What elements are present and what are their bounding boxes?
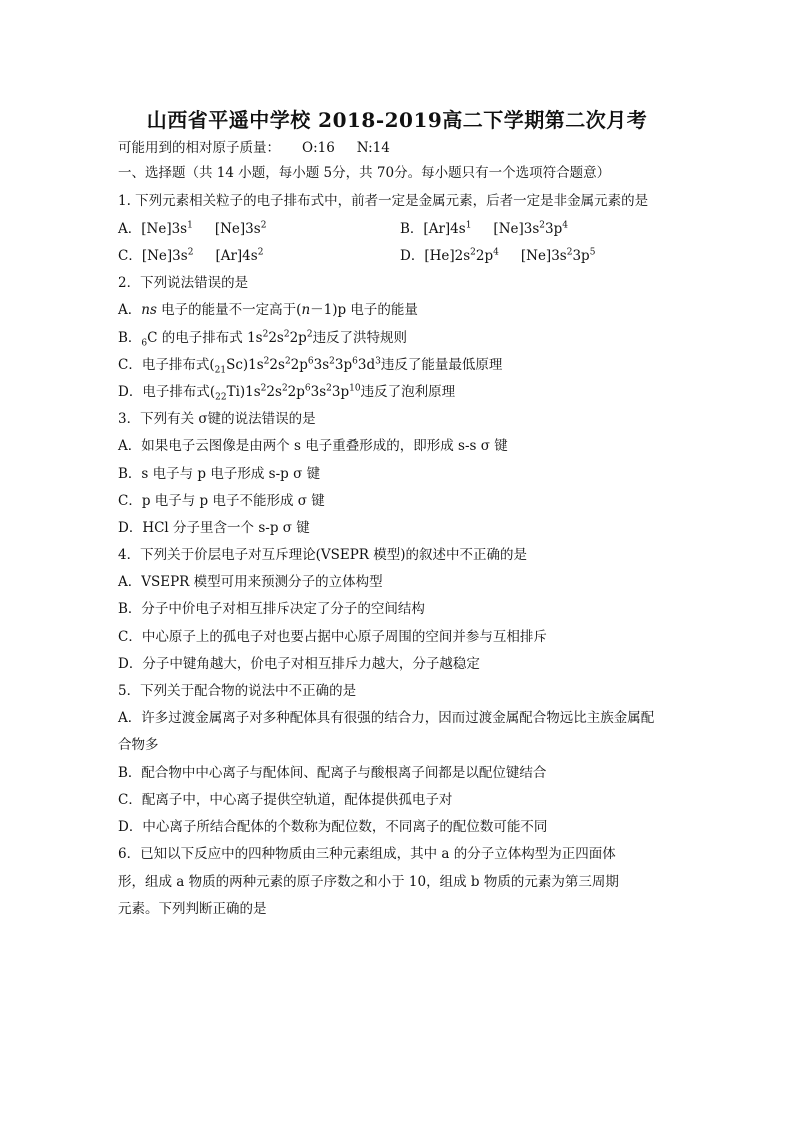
q4-option-b: B．分子中价电子对相互排斥决定了分子的空间结构 [118,601,425,617]
q3-option-c: C．p 电子与 p 电子不能形成 σ 键 [118,493,325,509]
q1-option-c: C．$[Ne]3s^2$ $[Ar]4s^2$ [118,247,264,264]
q4-option-a: A．VSEPR 模型可用来预测分子的立体构型 [118,574,383,590]
atomic-mass-line [118,139,390,157]
q6-stem-line3: 元素。下列判断正确的是 [118,901,267,917]
q6-stem-line2: 形，组成 a 物质的两种元素的原子序数之和小于 10，组成 b 物质的元素为第三周期 [118,874,619,890]
atomic-mass-label: 可能用到的相对原子质量： [118,140,280,156]
q3-option-a: A．如果电子云图像是由两个 s 电子重叠形成的，即形成 s-s σ 键 [118,438,508,454]
q1-option-b: B．$[Ar]4s^1$ $[Ne]3s^23p^4$ [400,220,568,237]
q5-option-a-line2: 合物多 [118,737,159,753]
q1-option-d: D．$[He]2s^22p^4$ $[Ne]3s^23p^5$ [400,247,596,264]
section-heading: 一、选择题（共 14 小题，每小题 5分，共 70分。每小题只有一个选项符合题意） [118,165,611,181]
q2-stem: 2．下列说法错误的是 [118,275,249,291]
q5-option-d: D．中心离子所结合配体的个数称为配位数，不同离子的配位数可能不同 [118,819,548,835]
q5-option-a-line1: A．许多过渡金属离子对多种配体具有很强的结合力，因而过渡金属配合物远比主族金属配 [118,710,655,726]
q3-stem: 3．下列有关 σ键的说法错误的是 [118,411,316,427]
q2-option-c: C．电子排布式$(_{21}Sc)1s^22s^22p^63s^23p^63d^3$违反了能量最低原理 [118,356,503,376]
q4-option-c: C．中心原子上的孤电子对也要占据中心原子周围的空间并参与互相排斥 [118,629,547,645]
q6-stem-line1: 6．已知以下反应中的四种物质由三种元素组成，其中 a 的分子立体构型为正四面体 [118,846,616,862]
q5-option-c: C．配离子中，中心离子提供空轨道，配体提供孤电子对 [118,792,453,808]
q5-stem: 5．下列关于配合物的说法中不正确的是 [118,683,357,699]
q2-option-a: A．ns 电子的能量不一定高于(n－1)p 电子的能量 [118,302,418,318]
atomic-mass-n: N:14 [356,140,390,156]
atomic-mass-o: O:16 [302,140,335,156]
q3-option-b: B．s 电子与 p 电子形成 s-p σ 键 [118,466,321,482]
page-title: 山西省平遥中学校 2018-2019高二下学期第二次月考 [146,108,648,132]
q1-option-a: A．$[Ne]3s^1$ $[Ne]3s^2$ [118,220,267,237]
q5-option-b: B．配合物中中心离子与配体间、配离子与酸根离子间都是以配位键结合 [118,765,547,781]
q2-option-d: D．电子排布式$(_{22}Ti)1s^22s^22p^63s^23p^{10}$违反了泡利原理 [118,383,456,403]
q3-option-d: D．HCl 分子里含一个 s-p σ 键 [118,520,310,536]
q4-stem: 4．下列关于价层电子对互斥理论(VSEPR 模型)的叙述中不正确的是 [118,547,528,563]
q4-option-d: D．分子中键角越大，价电子对相互排斥力越大，分子越稳定 [118,656,480,672]
q2-option-b: B．$_6$C 的电子排布式 $1s^22s^22p^2$违反了洪特规则 [118,329,408,349]
q1-stem: 1. 下列元素相关粒子的电子排布式中，前者一定是金属元素，后者一定是非金属元素的是 [118,193,649,209]
